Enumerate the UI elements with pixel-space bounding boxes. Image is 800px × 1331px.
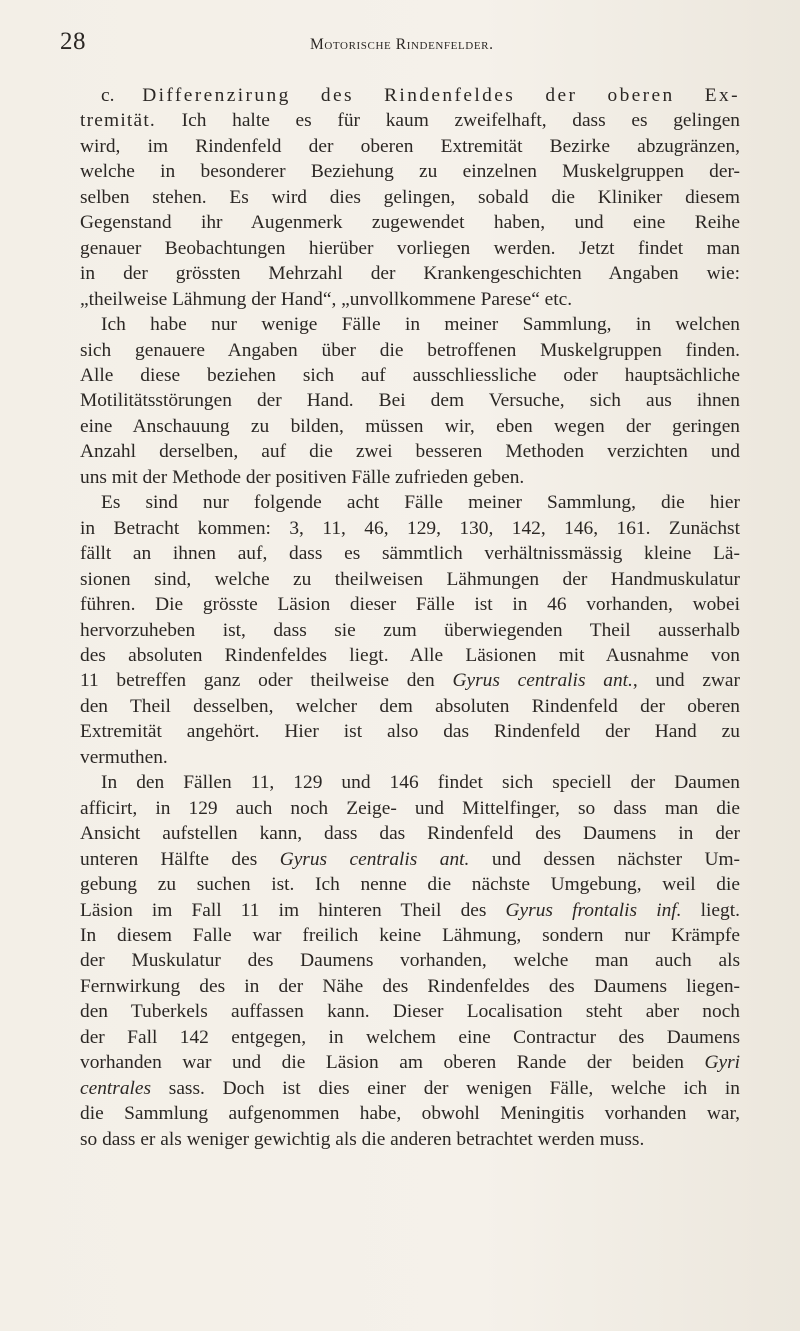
text-line (80, 287, 740, 312)
text-line (80, 210, 740, 235)
text-segment: Extremität angehört. Hier ist also das Rindenfeld der Hand zu (80, 721, 740, 743)
page-number: 28 (60, 28, 86, 55)
text-line (80, 83, 740, 108)
text-line (80, 236, 740, 261)
text-line (80, 770, 740, 795)
text-line (80, 592, 740, 617)
text-line (80, 643, 740, 668)
text-line (80, 821, 740, 846)
text-line (80, 516, 740, 541)
text-segment: unteren Hälfte des (80, 848, 280, 870)
text-line (80, 618, 740, 643)
body-text (80, 83, 740, 1152)
text-segment: welche in besonderer Beziehung zu einzelnen Muskelgruppen der- (80, 161, 740, 183)
text-segment: Alle diese beziehen sich auf ausschliessliche oder hauptsächliche (80, 364, 740, 386)
text-line (80, 1025, 740, 1050)
text-line (80, 796, 740, 821)
running-head (60, 28, 742, 58)
text-segment: in der grössten Mehrzahl der Krankengeschichten Angaben wie: (80, 263, 740, 285)
text-segment: Differenzirung des Rindenfeldes der oberen Ex- (142, 85, 740, 106)
text-line (80, 694, 740, 719)
text-segment: selben stehen. Es wird dies gelingen, sobald die Kliniker diesem (80, 186, 740, 208)
text-segment: vermuthen. (80, 746, 168, 768)
text-segment: In diesem Falle war freilich keine Lähmung, sondern nur Krämpfe (80, 924, 740, 946)
text-line (80, 338, 740, 363)
text-line (80, 541, 740, 566)
text-segment: so dass er als weniger gewichtig als die anderen betrachtet werden muss. (80, 1128, 645, 1150)
text-segment: liegt. (681, 899, 740, 921)
text-segment: tremität. (80, 110, 156, 132)
italic-term: Gyrus centralis ant. (279, 848, 470, 870)
text-line (80, 1101, 740, 1126)
paragraph (80, 770, 740, 1152)
text-line (80, 388, 740, 413)
text-segment: Es sind nur folgende acht Fälle meiner Sammlung, die hier (101, 492, 740, 514)
text-segment: In den Fällen 11, 129 und 146 findet sich speciell der Daumen (101, 772, 740, 794)
paragraph (80, 490, 740, 770)
text-segment: Ich habe nur wenige Fälle in meiner Sammlung, in welchen (101, 314, 740, 336)
text-segment: der Fall 142 entgegen, in welchem eine Contractur des Daumens (80, 1026, 740, 1048)
text-segment: uns mit der Methode der positiven Fälle zufrieden geben. (80, 466, 525, 488)
text-segment: sich genauere Angaben über die betroffenen Muskelgruppen finden. (80, 339, 740, 361)
text-segment: gebung zu suchen ist. Ich nenne die nächste Umgebung, weil die (80, 874, 740, 896)
text-line (80, 567, 740, 592)
text-line (80, 898, 740, 923)
text-segment: des absoluten Rindenfeldes liegt. Alle Läsionen mit Ausnahme von (80, 644, 740, 666)
text-segment: , und zwar (632, 670, 740, 692)
text-line (80, 108, 740, 133)
text-segment: fällt an ihnen auf, dass es sämmtlich verhältnissmässig kleine Lä- (80, 543, 740, 565)
text-segment: Anzahl derselben, auf die zwei besseren Methoden verzichten und (80, 441, 740, 463)
italic-term: Gyri (704, 1052, 740, 1074)
text-segment: 11 betreffen ganz oder theilweise den (80, 670, 453, 692)
text-line (80, 948, 740, 973)
text-segment: eine Anschauung zu bilden, müssen wir, eben wegen der geringen (80, 415, 740, 437)
text-line (80, 923, 740, 948)
text-segment: Ansicht aufstellen kann, dass das Rindenfeld des Daumens in der (80, 823, 740, 845)
text-line (80, 668, 740, 693)
text-segment: hervorzuheben ist, dass sie zum überwiegenden Theil ausserhalb (80, 619, 740, 641)
text-segment: wird, im Rindenfeld der oberen Extremität Bezirke abzugränzen, (80, 135, 740, 157)
text-segment: Läsion im Fall 11 im hinteren Theil des (80, 899, 506, 921)
text-line (80, 1127, 740, 1152)
text-line (80, 414, 740, 439)
text-segment: Motilitätsstörungen der Hand. Bei dem Versuche, sich aus ihnen (80, 390, 740, 412)
italic-term: Gyrus frontalis inf. (505, 899, 682, 921)
paragraph (80, 83, 740, 312)
text-line (80, 465, 740, 490)
text-segment: und dessen nächster Um- (469, 848, 740, 870)
text-line (80, 261, 740, 286)
text-segment: sionen sind, welche zu theilweisen Lähmungen der Handmuskulatur (80, 568, 740, 590)
text-line (80, 1050, 740, 1075)
text-segment: den Tuberkels auffassen kann. Dieser Localisation steht aber noch (80, 1001, 740, 1023)
text-segment: c. (101, 85, 143, 106)
text-line (80, 159, 740, 184)
text-line (80, 439, 740, 464)
text-line (80, 363, 740, 388)
text-line (80, 1076, 740, 1101)
text-line (80, 872, 740, 897)
paragraph (80, 312, 740, 490)
text-segment: vorhanden war und die Läsion am oberen Rande der beiden (80, 1052, 705, 1074)
italic-term: Gyrus centralis ant. (452, 670, 633, 692)
text-line (80, 847, 740, 872)
text-segment: „theilweise Lähmung der Hand“, „unvollkommene Parese“ etc. (80, 288, 573, 310)
text-line (80, 745, 740, 770)
text-line (80, 312, 740, 337)
text-line (80, 134, 740, 159)
text-segment: sass. Doch ist dies einer der wenigen Fälle, welche ich in (151, 1077, 740, 1099)
text-segment: Fernwirkung des in der Nähe des Rindenfeldes des Daumens liegen- (80, 975, 740, 997)
text-segment: in Betracht kommen: 3, 11, 46, 129, 130, 142, 146, 161. Zunächst (80, 517, 740, 539)
italic-term: centrales (80, 1077, 152, 1099)
text-line (80, 719, 740, 744)
text-segment: Gegenstand ihr Augenmerk zugewendet haben, und eine Reihe (80, 212, 740, 234)
text-line (80, 490, 740, 515)
running-title: Motorische Rindenfelder. (310, 36, 494, 53)
text-segment: der Muskulatur des Daumens vorhanden, welche man auch als (80, 950, 740, 972)
text-segment: den Theil desselben, welcher dem absoluten Rindenfeld der oberen (80, 695, 740, 717)
text-line (80, 974, 740, 999)
text-segment: führen. Die grösste Läsion dieser Fälle ist in 46 vorhanden, wobei (80, 594, 740, 616)
text-segment: Ich halte es für kaum zweifelhaft, dass es gelingen (155, 110, 740, 132)
text-segment: die Sammlung aufgenommen habe, obwohl Meningitis vorhanden war, (80, 1103, 740, 1125)
text-line (80, 185, 740, 210)
text-segment: afficirt, in 129 auch noch Zeige- und Mittelfinger, so dass man die (80, 797, 740, 819)
text-line (80, 999, 740, 1024)
text-segment: genauer Beobachtungen hierüber vorliegen werden. Jetzt findet man (80, 237, 740, 259)
